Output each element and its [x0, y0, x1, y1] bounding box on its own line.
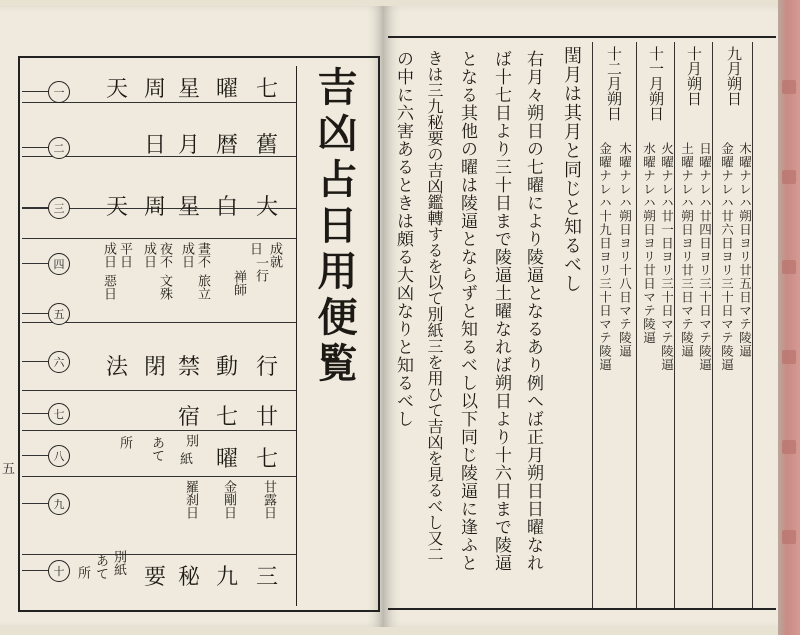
cell: 周	[144, 195, 167, 220]
right-table-frame	[388, 36, 776, 610]
left-page	[0, 6, 384, 627]
prose-line: ば十七日より三十日まで陵逼土曜なれば朔日より十六日まで陵逼	[491, 50, 511, 572]
table-cell: 水曜ナレハ朔日ヨリ廿日マテ陵逼	[641, 142, 657, 345]
cell: あて	[93, 554, 108, 580]
table-header: 十二月朔日	[605, 46, 623, 121]
cell: 別紙	[111, 550, 126, 576]
edge-tab	[782, 170, 796, 184]
cell: 七	[256, 447, 279, 472]
cell: 晝不	[195, 242, 210, 268]
marker-line	[22, 263, 48, 264]
marker-line	[22, 91, 48, 92]
table-cell: 火曜ナレハ廿一日ヨリ三十日マテ陵逼	[659, 142, 675, 372]
marker-line	[22, 207, 48, 208]
table-cell: 金曜ナレハ十九日ヨリ三十日マテ陵逼	[597, 142, 613, 372]
cell: 七	[256, 77, 279, 102]
edge-tab	[782, 260, 796, 274]
cell: 動	[216, 355, 239, 380]
row-marker: 四	[48, 253, 70, 275]
prose-line: きは三九秘要の吉凶鑑轉するを以て別紙三を用ひて吉凶を見るべし又二	[425, 50, 444, 562]
cell: 星	[178, 77, 201, 102]
table-cell: 日曜ナレハ廿四日ヨリ三十日マテ陵逼	[697, 142, 713, 372]
cell: 禁	[178, 355, 201, 380]
row-rule	[22, 390, 296, 391]
table-cell: 木曜ナレハ朔日ヨリ廿五日マテ陵逼	[737, 142, 753, 358]
cell: 周	[144, 77, 167, 102]
table-cell: 金曜ナレハ廿六日ヨリ三十日マテ陵逼	[719, 142, 735, 372]
row-rule	[22, 430, 296, 431]
cell: 羅刹日	[183, 480, 198, 519]
edge-tab	[782, 80, 796, 94]
row-marker: 七	[48, 403, 70, 425]
row-rule	[22, 554, 296, 555]
cell: 一行	[253, 256, 268, 282]
cell: 行	[256, 355, 279, 380]
row-marker: 一	[48, 81, 70, 103]
marker-line	[22, 570, 48, 571]
edge-tab	[782, 440, 796, 454]
cell: 日	[247, 242, 262, 255]
row-rule	[22, 476, 296, 477]
page-number: 五	[2, 462, 16, 477]
row-marker: 十	[48, 560, 70, 582]
cell: あて	[149, 436, 164, 462]
row-marker: 三	[48, 197, 70, 219]
cell: 要	[144, 565, 167, 590]
cell: 舊	[256, 133, 279, 158]
cell: 曜	[216, 77, 239, 102]
cell: 日	[144, 133, 167, 158]
cell: 天	[106, 77, 129, 102]
cell: 宿	[178, 405, 201, 430]
marker-line	[22, 413, 48, 414]
row-marker: 六	[48, 351, 70, 373]
cell: 九	[216, 565, 239, 590]
row-rule	[22, 238, 296, 239]
column-rule	[636, 42, 637, 608]
cell: 旅立	[195, 274, 210, 300]
cell: 金剛日	[221, 480, 236, 519]
table-header: 十月朔日	[685, 46, 703, 106]
edge-tab	[782, 350, 796, 364]
cell: 成就	[267, 242, 282, 268]
column-rule	[592, 42, 593, 608]
cell: 紙	[177, 452, 192, 465]
cell: 曜	[216, 447, 239, 472]
cell: 月	[178, 133, 201, 158]
cell: 甘露日	[261, 480, 276, 519]
page-title-box	[296, 66, 371, 606]
prose-line: の中に六害あるときは頗る大凶なりと知るべし	[393, 50, 413, 428]
page-title: 吉凶占日用便覧	[311, 66, 358, 388]
edge-tab	[782, 530, 796, 544]
cell: 所	[117, 436, 132, 449]
row-marker: 二	[48, 137, 70, 159]
cell: 天	[106, 195, 129, 220]
cell: 成日	[141, 242, 156, 268]
marker-line	[22, 313, 48, 314]
cell: 禅師	[231, 270, 246, 296]
marker-line	[22, 503, 48, 504]
cell: 暦	[216, 133, 239, 158]
cell: 別	[183, 434, 198, 447]
cell: 閉	[144, 355, 167, 380]
table-header: 九月朔日	[725, 46, 743, 106]
table-header: 十一月朔日	[647, 46, 665, 121]
cell: 惡日	[101, 274, 116, 300]
cell: 所	[75, 566, 90, 579]
cell: 白	[216, 195, 239, 220]
marker-line	[22, 361, 48, 362]
cell: 廿	[256, 405, 279, 430]
cell: 文殊	[157, 274, 172, 300]
prose-line: 右月々朔日の七曜により陵逼となるあり例へば正月朔日日曜なれ	[523, 50, 543, 572]
cell: 法	[106, 355, 129, 380]
table-cell: 木曜ナレハ朔日ヨリ十八日マテ陵逼	[617, 142, 633, 358]
cell: 大	[256, 195, 279, 220]
marker-line	[22, 147, 48, 148]
cell: 平日	[117, 242, 132, 268]
table-cell: 土曜ナレハ朔日ヨリ廿三日マテ陵逼	[679, 142, 695, 358]
cell: 成日	[179, 242, 194, 268]
prose-line: となる其他の曜は陵逼とならずと知るべし以下同じ陵逼に逢ふと	[457, 50, 477, 572]
page-edge	[778, 0, 800, 635]
row-marker: 九	[48, 493, 70, 515]
row-marker: 八	[48, 445, 70, 467]
cell: 夜不	[157, 242, 172, 268]
cell: 星	[178, 195, 201, 220]
cell: 三	[256, 565, 279, 590]
cell: 秘	[178, 565, 201, 590]
leap-month-note: 閏月は其月と同じと知るべし	[561, 46, 582, 293]
cell: 七	[216, 405, 239, 430]
marker-line	[22, 455, 48, 456]
row-marker: 五	[48, 303, 70, 325]
cell: 成日	[101, 242, 116, 268]
